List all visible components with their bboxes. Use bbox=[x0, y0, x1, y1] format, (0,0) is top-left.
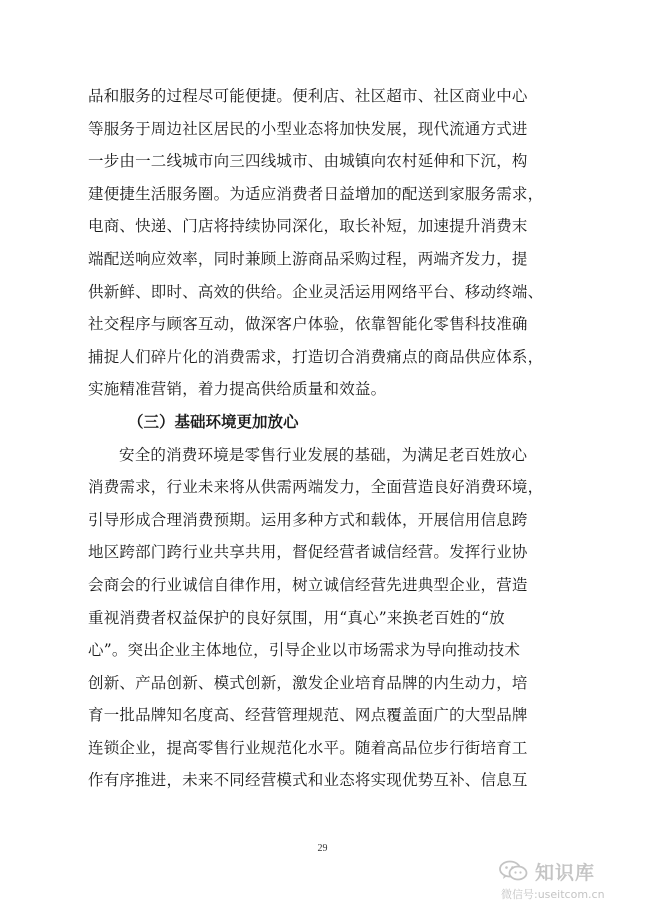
text-line: 地区跨部门跨行业共享共用，督促经营者诚信经营。发挥行业协 bbox=[88, 543, 528, 562]
text-line: 社交程序与顾客互动，做深客户体验，依靠智能化零售科技准确 bbox=[88, 315, 528, 334]
text-line: 品和服务的过程尽可能便捷。便利店、社区超市、社区商业中心 bbox=[88, 87, 528, 105]
text-line: 重视消费者权益保护的良好氛围，用“真心”来换老百姓的“放 bbox=[88, 608, 505, 627]
text-line: 作有序推进，未来不同经营模式和业态将实现优势互补、信息互 bbox=[88, 771, 528, 790]
watermark-name: 知识库 bbox=[535, 862, 596, 884]
text-line: 捕捉人们碎片化的消费需求，打造切合消费痛点的商品供应体系， bbox=[88, 347, 544, 366]
section-heading: （三）基础环境更加放心 bbox=[128, 412, 299, 431]
text-line: 连锁企业，提高零售行业规范化水平。随着高品位步行街培育工 bbox=[88, 738, 528, 757]
text-line: 心”。突出企业主体地位，引导企业以市场需求为导向推动技术 bbox=[88, 641, 521, 660]
text-line: 育一批品牌知名度高、经营管理规范、网点覆盖面广的大型品牌 bbox=[88, 706, 528, 725]
text-line: 安全的消费环境是零售行业发展的基础，为满足老百姓放心 bbox=[119, 445, 528, 464]
text-line: 供新鲜、即时、高效的供给。企业灵活运用网络平台、移动终端、 bbox=[88, 282, 544, 301]
wechat-icon bbox=[499, 860, 529, 882]
text-line: 端配送响应效率，同时兼顾上游商品采购过程，两端齐发力，提 bbox=[88, 249, 528, 268]
text-line: 会商会的行业诚信自律作用，树立诚信经营先进典型企业，营造 bbox=[88, 575, 528, 594]
text-line: 消费需求，行业未来将从供需两端发力，全面营造良好消费环境， bbox=[88, 478, 544, 497]
text-line: 实施精准营销，着力提高供给质量和效益。 bbox=[88, 380, 387, 399]
text-line: 一步由一二线城市向三四线城市、由城镇向农村延伸和下沉，构 bbox=[88, 152, 528, 171]
document-body bbox=[88, 80, 560, 797]
text-line: 电商、快递、门店将持续协同深化，取长补短，加速提升消费末 bbox=[88, 217, 528, 236]
text-line: 等服务于周边社区居民的小型业态将加快发展，现代流通方式进 bbox=[88, 119, 528, 138]
text-line: 建便捷生活服务圈。为适应消费者日益增加的配送到家服务需求， bbox=[88, 184, 544, 203]
page-number: 29 bbox=[317, 843, 328, 854]
text-line: 创新、产品创新、模式创新，激发企业培育品牌的内生动力，培 bbox=[88, 673, 528, 692]
text-line: 引导形成合理消费预期。运用多种方式和载体，开展信用信息跨 bbox=[88, 510, 528, 529]
paragraph-1 bbox=[88, 80, 560, 406]
watermark bbox=[495, 858, 635, 906]
paragraph-2 bbox=[88, 439, 560, 798]
watermark-account: 微信号:useitcom.cn bbox=[501, 888, 605, 901]
